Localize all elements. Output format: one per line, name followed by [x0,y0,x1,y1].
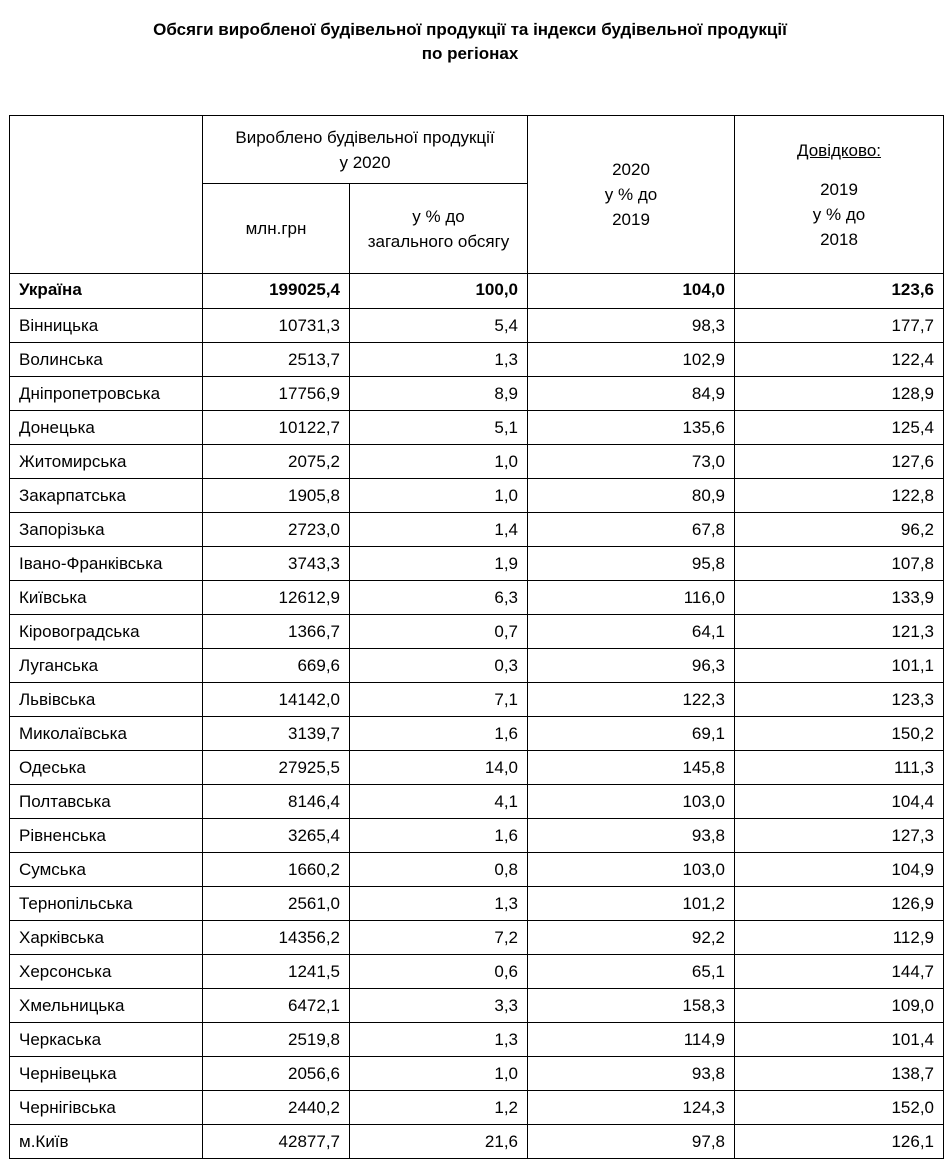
index-2019-value: 152,0 [735,1091,944,1125]
table-row [10,785,944,819]
col-reference-header [735,116,944,274]
table-row [10,921,944,955]
index-2019-value: 133,9 [735,581,944,615]
mln-value: 1241,5 [203,955,350,989]
mln-value: 10122,7 [203,411,350,445]
index-2019-value: 104,9 [735,853,944,887]
region-name: Рівненська [10,819,203,853]
region-name: Запорізька [10,513,203,547]
share-value: 7,1 [350,683,528,717]
region-name: м.Київ [10,1125,203,1159]
index-2020-value: 98,3 [528,309,735,343]
share-value: 21,6 [350,1125,528,1159]
index-2020-value: 64,1 [528,615,735,649]
title-line-2: по регіонах [421,44,519,63]
index-2020-value: 65,1 [528,955,735,989]
table-row [10,649,944,683]
mln-value: 3743,3 [203,547,350,581]
mln-value: 2723,0 [203,513,350,547]
region-name: Вінницька [10,309,203,343]
table-row [10,1057,944,1091]
index-2020-value: 80,9 [528,479,735,513]
col-share-header [350,184,528,274]
index-2019-value: 122,8 [735,479,944,513]
region-name: Закарпатська [10,479,203,513]
share-value: 1,3 [350,1023,528,1057]
index-2019-value: 150,2 [735,717,944,751]
col-2020-line-3: 2019 [612,210,650,229]
col-share-line-2: загального обсягу [367,231,510,251]
col-reference-line-2: у % до [812,204,866,224]
index-2019-value: 126,1 [735,1125,944,1159]
table-row [10,955,944,989]
produced-group-header [203,116,528,184]
mln-value: 14142,0 [203,683,350,717]
region-name: Харківська [10,921,203,955]
table-row [10,445,944,479]
table-row [10,581,944,615]
index-2019-value: 121,3 [735,615,944,649]
index-2019-value: 128,9 [735,377,944,411]
region-name: Дніпропетровська [10,377,203,411]
region-name: Львівська [10,683,203,717]
table-row [10,683,944,717]
table-row [10,1125,944,1159]
index-2019-value: 126,9 [735,887,944,921]
table-row [10,309,944,343]
title-line-1: Обсяги виробленої будівельної продукції та індекси будівельної продукції [153,20,787,39]
region-name: Волинська [10,343,203,377]
region-name: Миколаївська [10,717,203,751]
index-2020-value: 124,3 [528,1091,735,1125]
table-row [10,377,944,411]
share-value: 1,6 [350,717,528,751]
mln-value: 2513,7 [203,343,350,377]
index-2020-value: 116,0 [528,581,735,615]
index-2019-value: 144,7 [735,955,944,989]
share-value: 0,3 [350,649,528,683]
index-2020-value: 114,9 [528,1023,735,1057]
index-2020-value: 135,6 [528,411,735,445]
share-value: 1,2 [350,1091,528,1125]
index-2020-value: 84,9 [528,377,735,411]
table-row [10,751,944,785]
mln-value: 10731,3 [203,309,350,343]
produced-group-line-2: у 2020 [339,152,391,172]
index-2019-value: 104,4 [735,785,944,819]
col-reference-line-1: 2019 [820,179,858,199]
col-reference-label: Довідково: [797,140,882,160]
region-name: Україна [10,274,203,309]
table-row [10,547,944,581]
index-2020-value: 69,1 [528,717,735,751]
share-value: 7,2 [350,921,528,955]
mln-value: 2440,2 [203,1091,350,1125]
produced-group-line-1: Вироблено будівельної продукції [235,127,495,147]
mln-value: 1660,2 [203,853,350,887]
share-value: 6,3 [350,581,528,615]
index-2019-value: 123,6 [735,274,944,309]
table-body [10,274,944,1159]
share-value: 1,0 [350,445,528,479]
share-value: 1,0 [350,1057,528,1091]
mln-value: 42877,7 [203,1125,350,1159]
share-value: 1,4 [350,513,528,547]
index-2019-value: 101,4 [735,1023,944,1057]
index-2019-value: 138,7 [735,1057,944,1091]
region-name: Херсонська [10,955,203,989]
mln-value: 1905,8 [203,479,350,513]
region-name: Житомирська [10,445,203,479]
share-value: 3,3 [350,989,528,1023]
table-row [10,513,944,547]
share-value: 1,0 [350,479,528,513]
share-value: 1,3 [350,343,528,377]
index-2019-value: 123,3 [735,683,944,717]
table-row [10,1091,944,1125]
col-mln-header [203,184,350,274]
index-2020-value: 103,0 [528,853,735,887]
mln-value: 8146,4 [203,785,350,819]
index-2019-value: 125,4 [735,411,944,445]
share-value: 14,0 [350,751,528,785]
index-2020-value: 95,8 [528,547,735,581]
mln-value: 17756,9 [203,377,350,411]
col-reference-spacer [744,163,934,177]
share-value: 0,8 [350,853,528,887]
index-2019-value: 107,8 [735,547,944,581]
share-value: 1,9 [350,547,528,581]
index-2020-value: 101,2 [528,887,735,921]
region-name: Чернівецька [10,1057,203,1091]
mln-value: 3265,4 [203,819,350,853]
regional-construction-table [9,115,944,1159]
index-2020-value: 102,9 [528,343,735,377]
region-name: Черкаська [10,1023,203,1057]
table-row [10,853,944,887]
col-2020-line-2: у % до [604,185,658,204]
index-2020-value: 158,3 [528,989,735,1023]
region-name: Івано-Франківська [10,547,203,581]
table-row [10,479,944,513]
mln-value: 2561,0 [203,887,350,921]
index-2020-value: 104,0 [528,274,735,309]
table-row [10,615,944,649]
table-row [10,1023,944,1057]
col-reference-line-3: 2018 [820,229,858,249]
region-header-cell [10,116,203,274]
document-title [0,18,940,66]
index-2020-value: 97,8 [528,1125,735,1159]
col-2020-line-1: 2020 [612,160,650,179]
index-2019-value: 101,1 [735,649,944,683]
share-value: 5,1 [350,411,528,445]
mln-value: 2519,8 [203,1023,350,1057]
mln-value: 6472,1 [203,989,350,1023]
region-name: Донецька [10,411,203,445]
region-name: Хмельницька [10,989,203,1023]
table-row [10,717,944,751]
mln-value: 2056,6 [203,1057,350,1091]
index-2019-value: 177,7 [735,309,944,343]
region-name: Тернопільська [10,887,203,921]
index-2019-value: 127,6 [735,445,944,479]
index-2020-value: 67,8 [528,513,735,547]
index-2020-value: 103,0 [528,785,735,819]
table-row-total [10,274,944,309]
region-name: Полтавська [10,785,203,819]
table-row [10,411,944,445]
region-name: Луганська [10,649,203,683]
region-name: Одеська [10,751,203,785]
region-name: Кіровоградська [10,615,203,649]
share-value: 0,7 [350,615,528,649]
share-value: 5,4 [350,309,528,343]
index-2019-value: 127,3 [735,819,944,853]
table-row [10,343,944,377]
share-value: 100,0 [350,274,528,309]
col-mln-label: млн.грн [245,219,307,238]
mln-value: 669,6 [203,649,350,683]
region-name: Київська [10,581,203,615]
index-2020-value: 92,2 [528,921,735,955]
index-2019-value: 109,0 [735,989,944,1023]
mln-value: 14356,2 [203,921,350,955]
index-2020-value: 93,8 [528,1057,735,1091]
share-value: 0,6 [350,955,528,989]
region-name: Чернігівська [10,1091,203,1125]
col-2020-header [528,116,735,274]
index-2020-value: 122,3 [528,683,735,717]
region-name: Сумська [10,853,203,887]
index-2019-value: 96,2 [735,513,944,547]
table-row [10,819,944,853]
share-value: 4,1 [350,785,528,819]
mln-value: 1366,7 [203,615,350,649]
index-2019-value: 112,9 [735,921,944,955]
share-value: 1,3 [350,887,528,921]
share-value: 1,6 [350,819,528,853]
index-2020-value: 96,3 [528,649,735,683]
mln-value: 12612,9 [203,581,350,615]
table-header [10,116,944,274]
index-2020-value: 73,0 [528,445,735,479]
share-value: 8,9 [350,377,528,411]
table-row [10,989,944,1023]
table-row [10,887,944,921]
index-2020-value: 145,8 [528,751,735,785]
index-2019-value: 111,3 [735,751,944,785]
mln-value: 3139,7 [203,717,350,751]
col-share-line-1: у % до [412,206,465,226]
index-2019-value: 122,4 [735,343,944,377]
index-2020-value: 93,8 [528,819,735,853]
mln-value: 199025,4 [203,274,350,309]
mln-value: 2075,2 [203,445,350,479]
mln-value: 27925,5 [203,751,350,785]
